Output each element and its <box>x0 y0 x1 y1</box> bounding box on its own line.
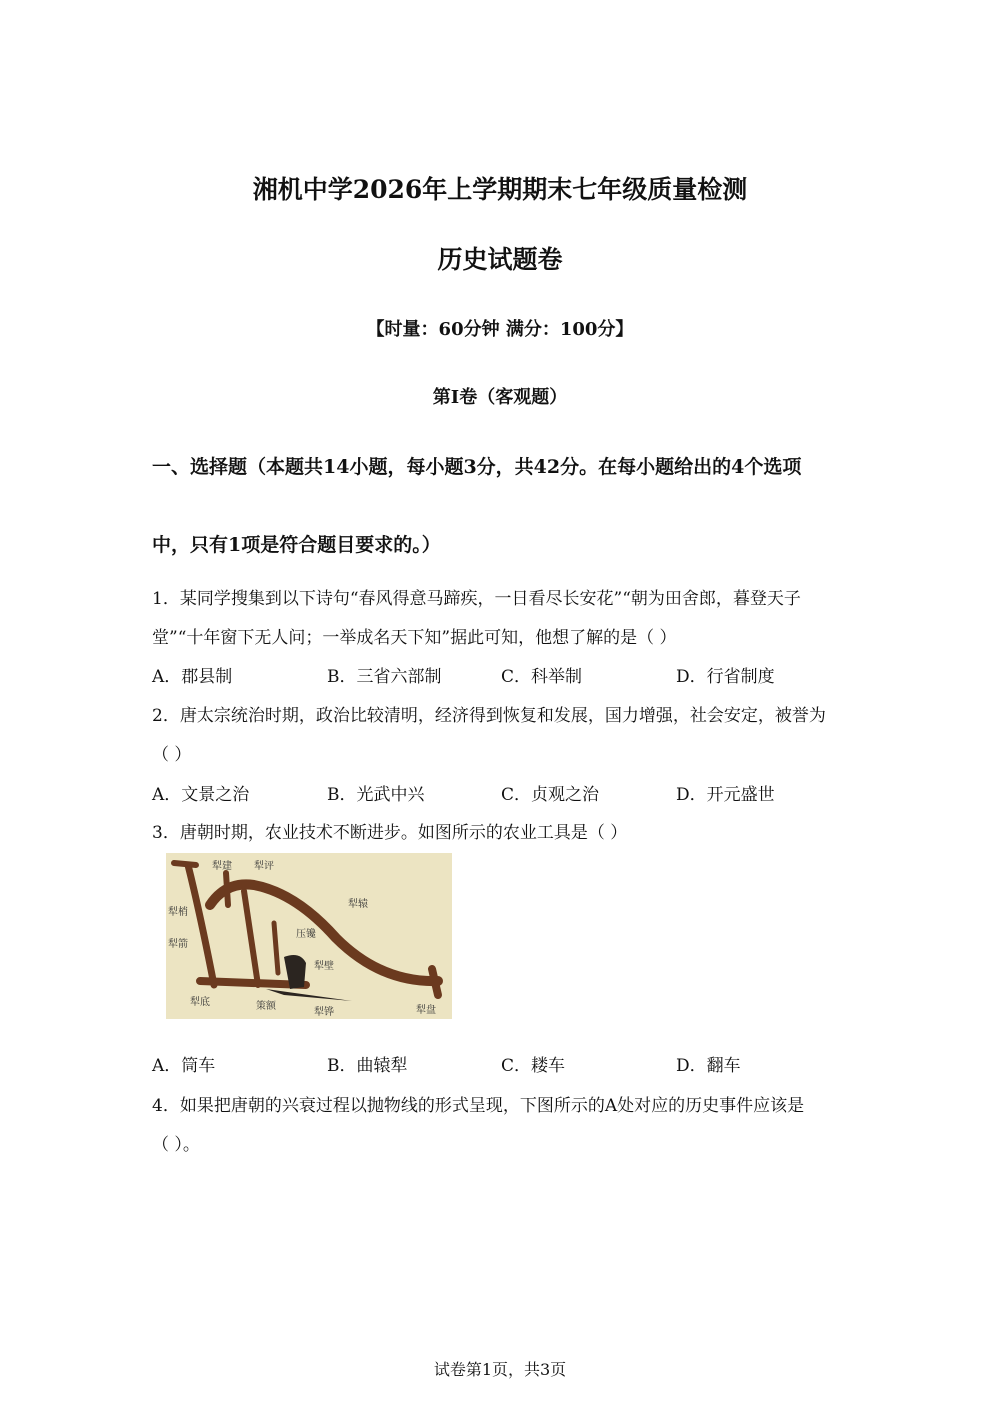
question-3-option-b[interactable]: B．曲辕犁 <box>327 1056 408 1076</box>
label-libi: 犁壁 <box>314 961 334 972</box>
section-heading-line2: 中，只有1项是符合题目要求的。） <box>152 534 441 556</box>
question-2-option-c[interactable]: C．贞观之治 <box>501 785 600 805</box>
label-lijian: 犁建 <box>212 861 232 872</box>
question-2-option-b[interactable]: B．光武中兴 <box>327 785 425 805</box>
question-3-option-d[interactable]: D．翻车 <box>676 1056 741 1076</box>
question-2-option-d[interactable]: D．开元盛世 <box>676 785 775 805</box>
label-liyuan: 犁辕 <box>348 899 368 910</box>
label-lipan: 犁盘 <box>416 1005 436 1016</box>
question-3-option-a[interactable]: A．筒车 <box>152 1056 216 1076</box>
label-lidi: 犁底 <box>190 997 210 1008</box>
curved-plow-image <box>166 853 452 1019</box>
exam-subtitle: 历史试题卷 <box>437 245 563 274</box>
question-2-line2: （ ） <box>152 745 192 765</box>
exam-title: 湘机中学2026年上学期期末七年级质量检测 <box>252 175 748 204</box>
page-footer: 试卷第1页，共3页 <box>433 1360 567 1379</box>
exam-time-score: 【时量：60分钟 满分：100分】 <box>366 319 634 340</box>
question-1-option-d[interactable]: D．行省制度 <box>676 667 775 687</box>
question-1-option-c[interactable]: C．科举制 <box>501 667 583 687</box>
question-1-option-a[interactable]: A．郡县制 <box>152 667 233 687</box>
question-1-option-b[interactable]: B．三省六部制 <box>327 667 442 687</box>
question-3-line1: 3．唐朝时期，农业技术不断进步。如图所示的农业工具是（ ） <box>152 823 628 843</box>
curved-plow-illustration <box>166 853 452 1019</box>
label-lihua: 犁铧 <box>314 1007 334 1018</box>
question-4-line2: （ ）。 <box>152 1135 200 1155</box>
question-4-line1: 4．如果把唐朝的兴衰过程以抛物线的形式呈现，下图所示的A处对应的历史事件应该是 <box>152 1096 805 1116</box>
label-cee: 策额 <box>256 1001 276 1012</box>
label-liping: 犁评 <box>254 861 274 872</box>
question-2-option-a[interactable]: A．文景之治 <box>152 785 250 805</box>
question-1-line2: 堂”“十年窗下无人问；一举成名天下知”据此可知，他想了解的是（ ） <box>152 628 677 648</box>
label-yachan: 压镵 <box>296 929 316 940</box>
plow-pin <box>226 873 228 905</box>
question-1-line1: 1．某同学搜集到以下诗句“春风得意马蹄疾，一日看尽长安花”“朝为田舍郎，暮登天子 <box>152 589 801 609</box>
label-lijian-arrow: 犁箭 <box>168 939 188 950</box>
section-heading-line1: 一、选择题（本题共14小题，每小题3分，共42分。在每小题给出的4个选项 <box>152 456 802 478</box>
question-3-option-c[interactable]: C．耧车 <box>501 1056 566 1076</box>
question-2-line1: 2．唐太宗统治时期，政治比较清明，经济得到恢复和发展，国力增强，社会安定，被誉为 <box>152 706 826 726</box>
part-heading: 第I卷（客观题） <box>432 387 568 408</box>
label-lishao: 犁梢 <box>168 907 188 918</box>
